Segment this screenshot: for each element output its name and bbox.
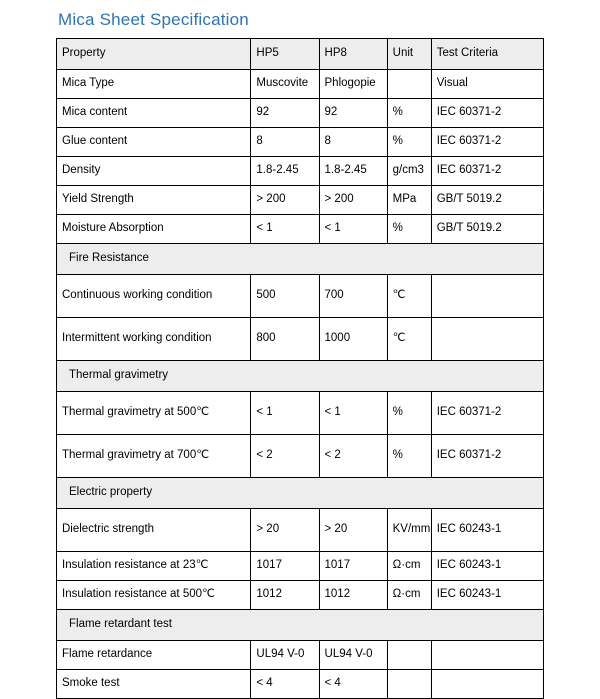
cell-property: Smoke test <box>57 670 251 699</box>
table-section-row <box>57 244 544 275</box>
cell-test-criteria <box>431 641 543 670</box>
cell-hp8: < 1 <box>319 392 387 435</box>
cell-unit: Ω·cm <box>387 552 431 581</box>
cell-property: Mica content <box>57 99 251 128</box>
table-section-row <box>57 361 544 392</box>
cell-test-criteria: Visual <box>431 70 543 99</box>
cell-property: Glue content <box>57 128 251 157</box>
table-row <box>57 70 544 99</box>
cell-hp5: UL94 V-0 <box>251 641 319 670</box>
cell-property: Intermittent working condition <box>57 318 251 361</box>
cell-unit: ℃ <box>387 275 431 318</box>
cell-property: Thermal gravimetry at 700℃ <box>57 435 251 478</box>
section-label: Thermal gravimetry <box>57 361 544 392</box>
cell-hp8: < 2 <box>319 435 387 478</box>
table-row <box>57 215 544 244</box>
cell-hp5: 1012 <box>251 581 319 610</box>
cell-unit: Ω·cm <box>387 581 431 610</box>
table-header-row <box>57 39 544 70</box>
cell-test-criteria: GB/T 5019.2 <box>431 215 543 244</box>
column-header-hp5: HP5 <box>251 39 319 70</box>
cell-test-criteria: IEC 60243-1 <box>431 552 543 581</box>
table-row <box>57 581 544 610</box>
cell-property: Yield Strength <box>57 186 251 215</box>
cell-hp8: 1012 <box>319 581 387 610</box>
cell-unit: % <box>387 392 431 435</box>
cell-test-criteria: IEC 60243-1 <box>431 509 543 552</box>
table-head <box>57 39 544 70</box>
cell-test-criteria: IEC 60371-2 <box>431 435 543 478</box>
cell-unit: g/cm3 <box>387 157 431 186</box>
cell-hp5: > 20 <box>251 509 319 552</box>
table-row <box>57 99 544 128</box>
table-row <box>57 392 544 435</box>
cell-test-criteria: IEC 60371-2 <box>431 99 543 128</box>
cell-hp8: < 1 <box>319 215 387 244</box>
cell-hp5: < 1 <box>251 215 319 244</box>
cell-test-criteria: IEC 60371-2 <box>431 392 543 435</box>
cell-property: Insulation resistance at 500℃ <box>57 581 251 610</box>
cell-hp5: > 200 <box>251 186 319 215</box>
cell-hp5: < 2 <box>251 435 319 478</box>
cell-hp8: 92 <box>319 99 387 128</box>
cell-unit <box>387 70 431 99</box>
cell-hp5: 500 <box>251 275 319 318</box>
table-row <box>57 509 544 552</box>
cell-property: Dielectric strength <box>57 509 251 552</box>
cell-test-criteria <box>431 670 543 699</box>
cell-unit <box>387 670 431 699</box>
cell-hp8: UL94 V-0 <box>319 641 387 670</box>
cell-property: Mica Type <box>57 70 251 99</box>
section-label: Fire Resistance <box>57 244 544 275</box>
cell-hp8: 1000 <box>319 318 387 361</box>
cell-hp8: 8 <box>319 128 387 157</box>
cell-hp8: > 20 <box>319 509 387 552</box>
cell-hp5: 1.8-2.45 <box>251 157 319 186</box>
table-section-row <box>57 478 544 509</box>
cell-property: Insulation resistance at 23℃ <box>57 552 251 581</box>
cell-test-criteria: IEC 60371-2 <box>431 128 543 157</box>
table-section-row <box>57 610 544 641</box>
table-row <box>57 435 544 478</box>
cell-test-criteria <box>431 318 543 361</box>
cell-test-criteria: IEC 60243-1 <box>431 581 543 610</box>
column-header-property: Property <box>57 39 251 70</box>
cell-unit: % <box>387 99 431 128</box>
column-header-test-criteria: Test Criteria <box>431 39 543 70</box>
section-label: Electric property <box>57 478 544 509</box>
section-label: Flame retardant test <box>57 610 544 641</box>
cell-hp8: 1017 <box>319 552 387 581</box>
cell-property: Moisture Absorption <box>57 215 251 244</box>
column-header-unit: Unit <box>387 39 431 70</box>
cell-hp8: 1.8-2.45 <box>319 157 387 186</box>
cell-unit: KV/mm <box>387 509 431 552</box>
table-row <box>57 157 544 186</box>
table-row <box>57 552 544 581</box>
cell-property: Continuous working condition <box>57 275 251 318</box>
cell-unit: % <box>387 435 431 478</box>
cell-hp5: 1017 <box>251 552 319 581</box>
cell-hp8: 700 <box>319 275 387 318</box>
cell-hp5: < 4 <box>251 670 319 699</box>
cell-unit: % <box>387 128 431 157</box>
cell-hp8: > 200 <box>319 186 387 215</box>
cell-hp5: Muscovite <box>251 70 319 99</box>
cell-test-criteria: IEC 60371-2 <box>431 157 543 186</box>
table-row <box>57 641 544 670</box>
table-row <box>57 275 544 318</box>
cell-test-criteria: GB/T 5019.2 <box>431 186 543 215</box>
cell-unit: % <box>387 215 431 244</box>
cell-property: Thermal gravimetry at 500℃ <box>57 392 251 435</box>
table-body <box>57 70 544 699</box>
page-title: Mica Sheet Specification <box>58 10 249 29</box>
table-row <box>57 670 544 699</box>
cell-unit: MPa <box>387 186 431 215</box>
cell-unit <box>387 641 431 670</box>
cell-hp8: Phlogopie <box>319 70 387 99</box>
cell-hp5: 8 <box>251 128 319 157</box>
cell-test-criteria <box>431 275 543 318</box>
cell-property: Density <box>57 157 251 186</box>
cell-unit: ℃ <box>387 318 431 361</box>
cell-hp5: 800 <box>251 318 319 361</box>
table-row <box>57 318 544 361</box>
cell-hp5: < 1 <box>251 392 319 435</box>
table-row <box>57 186 544 215</box>
cell-hp5: 92 <box>251 99 319 128</box>
cell-hp8: < 4 <box>319 670 387 699</box>
cell-property: Flame retardance <box>57 641 251 670</box>
table-row <box>57 128 544 157</box>
column-header-hp8: HP8 <box>319 39 387 70</box>
